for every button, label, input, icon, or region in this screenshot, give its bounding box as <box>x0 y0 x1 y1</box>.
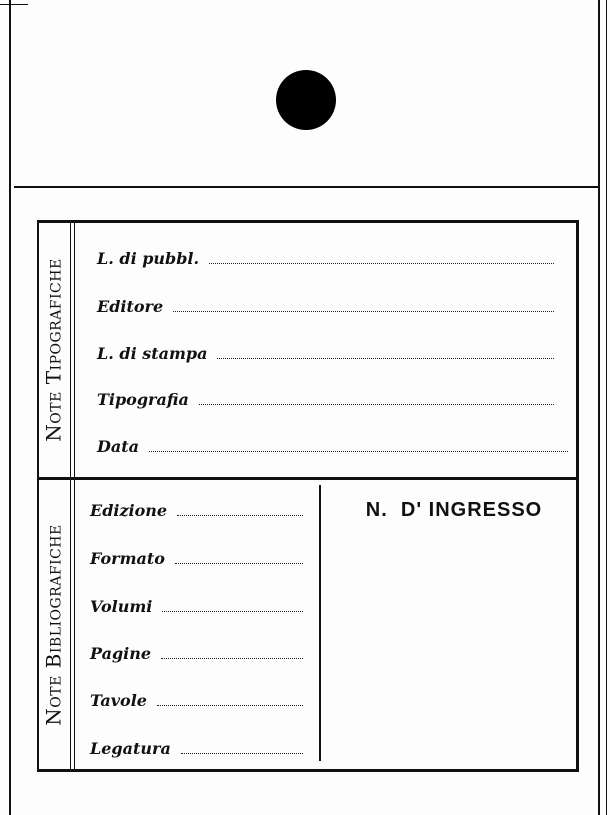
bibliografiche-field-pagine[interactable] <box>90 644 303 663</box>
ingresso-label: N. D' INGRESSO <box>365 499 543 521</box>
bibliografiche-rule-b <box>74 480 75 769</box>
tipografiche-field-stampa[interactable] <box>97 344 554 363</box>
field-label: L. di pubbl. <box>97 249 200 268</box>
field-dotted-line <box>149 450 568 452</box>
field-label: Formato <box>90 549 165 568</box>
tipografiche-field-tipografia[interactable] <box>97 390 554 409</box>
field-label: Data <box>97 437 139 456</box>
card-right-outer-edge <box>606 0 607 815</box>
field-dotted-line <box>162 610 303 612</box>
bibliografiche-field-edizione[interactable] <box>90 501 303 520</box>
field-dotted-line <box>175 562 303 564</box>
field-label: Volumi <box>90 597 153 616</box>
field-dotted-line <box>181 752 303 754</box>
field-dotted-line <box>209 262 554 264</box>
tipografiche-rule-a <box>70 223 71 477</box>
bibliografiche-field-formato[interactable] <box>90 549 303 568</box>
bibliografiche-field-tavole[interactable] <box>90 691 303 710</box>
bibliografiche-rule-a <box>70 480 71 769</box>
bibliografiche-heading: Note Bibliografiche <box>42 523 66 726</box>
tipografiche-rule-b <box>74 223 75 477</box>
tipografiche-heading-box <box>39 223 69 477</box>
field-label: Tipografia <box>97 390 189 409</box>
field-dotted-line <box>217 357 554 359</box>
section-divider <box>39 477 576 480</box>
field-label: Tavole <box>90 691 147 710</box>
tipografiche-field-pubbl[interactable] <box>97 249 554 268</box>
field-dotted-line <box>161 657 303 659</box>
card-top-corner <box>0 4 28 5</box>
tipografiche-heading: Note Tipografiche <box>42 258 67 442</box>
card-right-edge <box>598 0 600 815</box>
bibliografiche-field-legatura[interactable] <box>90 739 303 758</box>
field-dotted-line <box>157 704 303 706</box>
field-dotted-line <box>173 310 554 312</box>
punch-hole <box>276 70 336 130</box>
field-dotted-line <box>177 514 303 516</box>
field-label: L. di stampa <box>97 344 208 363</box>
field-label: Pagine <box>90 644 152 663</box>
field-label: Legatura <box>90 739 171 758</box>
bibliografiche-heading-box <box>39 480 69 769</box>
column-divider <box>319 485 321 761</box>
catalog-panel <box>37 220 579 772</box>
field-dotted-line <box>199 403 554 405</box>
tipografiche-field-data[interactable] <box>97 437 568 456</box>
bibliografiche-field-volumi[interactable] <box>90 597 303 616</box>
field-label: Edizione <box>90 501 168 520</box>
card-left-edge <box>9 0 11 815</box>
field-label: Editore <box>97 297 164 316</box>
tipografiche-field-editore[interactable] <box>97 297 554 316</box>
card-fold-line <box>14 186 598 188</box>
